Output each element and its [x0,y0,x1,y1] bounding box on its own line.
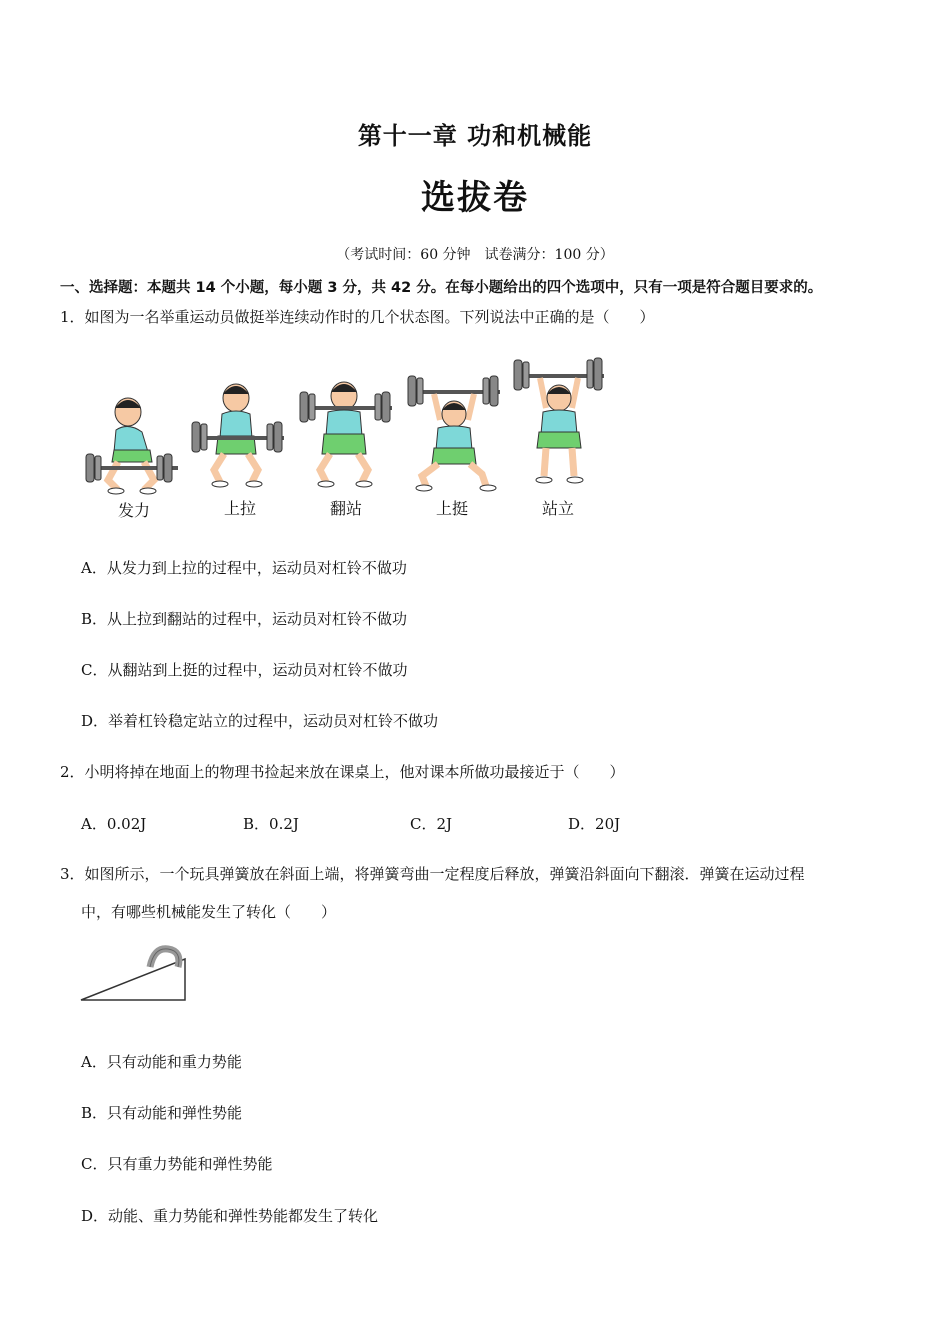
pose-shangla [192,384,284,487]
caption-shangting: 上挺 [436,499,469,518]
caption-fanzhan: 翻站 [330,499,363,518]
caption-fali: 发力 [118,501,151,520]
question-3-option-c: C．只有重力势能和弹性势能 [81,1155,273,1173]
pose-fanzhan [300,382,392,487]
question-3-stem-line1: 3．如图所示，一个玩具弹簧放在斜面上端，将弹簧弯曲一定程度后释放，弹簧沿斜面向下翻滚．弹簧在运动过程 [60,865,805,883]
spring-incline-figure [78,945,190,1005]
paper-title: 选拔卷 [421,178,529,218]
question-1-stem: 1．如图为一名举重运动员做挺举连续动作时的几个状态图。下列说法中正确的是（ ） [60,308,655,326]
exam-info: （考试时间：60 分钟 试卷满分：100 分） [336,247,614,263]
question-3-option-b: B．只有动能和弹性势能 [81,1104,243,1122]
section-heading: 一、选择题：本题共 14 个小题，每小题 3 分，共 42 分。在每小题给出的四个选项中，只有一项是符合题目要求的。 [60,280,823,296]
question-2-option-a: A．0.02J [81,815,147,833]
question-1-option-d: D．举着杠铃稳定站立的过程中，运动员对杠铃不做功 [81,712,439,730]
pose-shangting [408,376,500,491]
chapter-title: 第十一章 功和机械能 [357,122,593,150]
question-3-option-d: D．动能、重力势能和弹性势能都发生了转化 [81,1207,379,1225]
question-1-option-c: C．从翻站到上挺的过程中，运动员对杠铃不做功 [81,661,408,679]
weightlifting-figure [78,350,618,530]
question-2-option-c: C．2J [410,815,453,833]
caption-shangla: 上拉 [224,499,257,518]
question-2-option-d: D．20J [568,815,621,833]
question-2-stem: 2．小明将掉在地面上的物理书捡起来放在课桌上，他对课本所做功最接近于（ ） [60,763,625,781]
caption-zhanli: 站立 [542,499,575,518]
spring-incline-illustration [78,945,190,1005]
question-1-option-b: B．从上拉到翻站的过程中，运动员对杠铃不做功 [81,610,408,628]
pose-fali [86,398,178,494]
pose-zhanli [514,358,604,483]
question-3-stem-line2: 中，有哪些机械能发生了转化（ ） [81,903,337,921]
question-2-option-b: B．0.2J [243,815,299,833]
question-1-option-a: A．从发力到上拉的过程中，运动员对杠铃不做功 [81,559,407,577]
question-3-option-a: A．只有动能和重力势能 [81,1053,242,1071]
